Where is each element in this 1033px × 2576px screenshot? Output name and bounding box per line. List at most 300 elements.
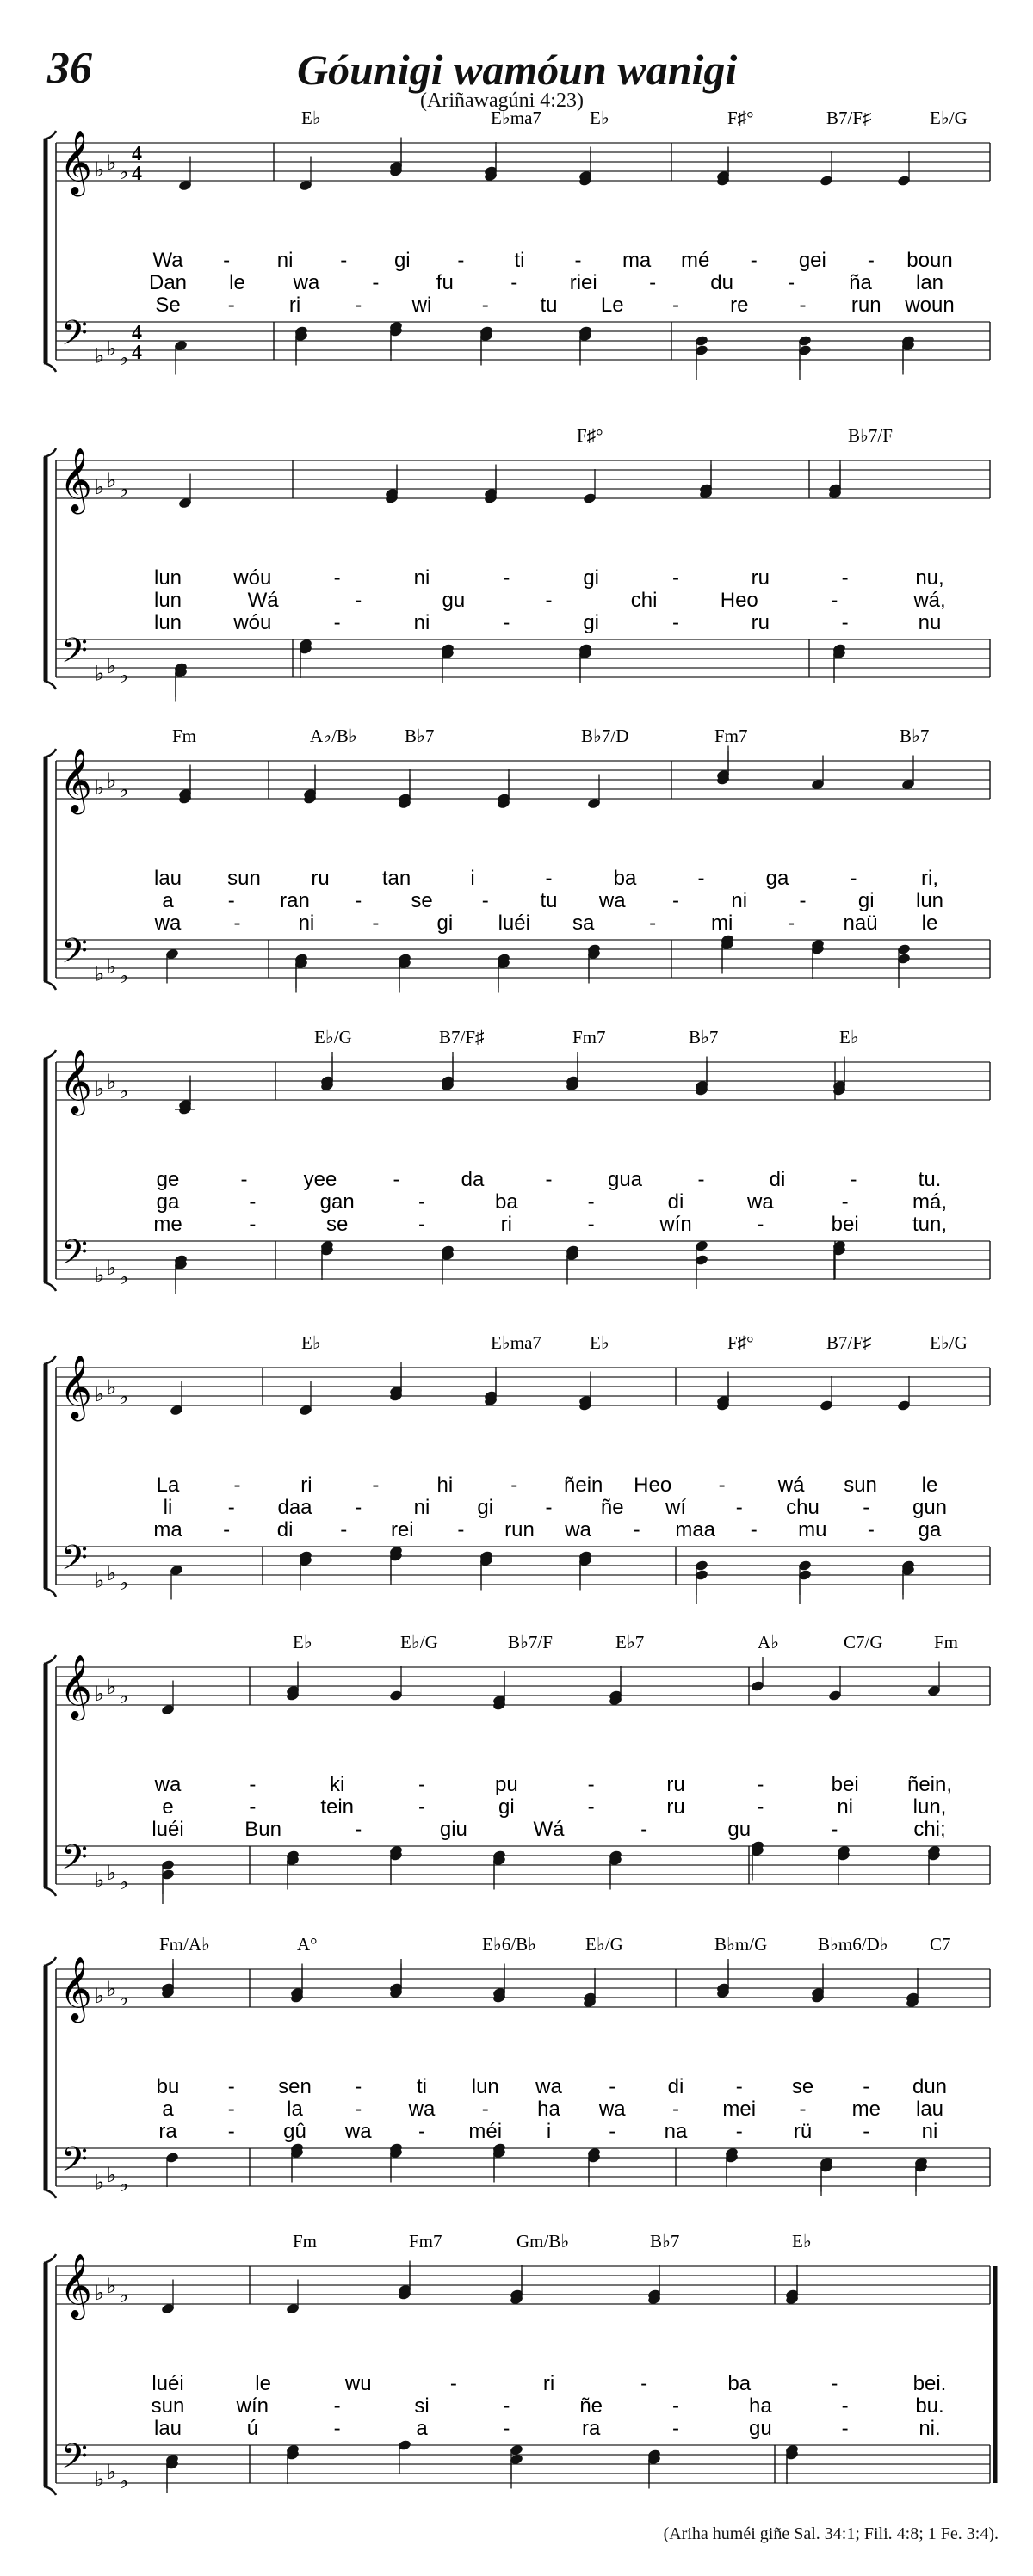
lyric-syllable: pu <box>494 1773 518 1796</box>
lyric-hyphen: - <box>333 2417 341 2440</box>
lyric-hyphen: - <box>788 911 795 935</box>
lyric-syllable: se <box>411 889 433 912</box>
treble-time-signature-bottom: 4 <box>132 163 142 185</box>
chord-symbol: Fm <box>934 1632 959 1652</box>
lyric-hyphen: - <box>355 589 362 612</box>
key-flat-icon: ♭ <box>95 343 105 368</box>
chord-symbol: E♭ma7 <box>491 108 541 128</box>
lyric-syllable: gu <box>442 589 466 612</box>
chord-symbol: E♭ <box>301 1332 321 1353</box>
lyric-syllable: tu <box>540 293 558 317</box>
key-flat-icon: ♭ <box>95 1984 105 2008</box>
lyric-syllable: daa <box>277 1496 312 1519</box>
key-flat-icon: ♭ <box>95 1382 105 1406</box>
lyric-syllable: bei <box>831 1213 859 1236</box>
lyric-hyphen: - <box>545 589 553 612</box>
key-flat-icon: ♭ <box>119 1265 129 1289</box>
lyric-hyphen: - <box>340 1518 348 1541</box>
lyric-syllable: i <box>470 867 475 890</box>
lyric-syllable: ra <box>158 2120 177 2143</box>
lyric-syllable: gi <box>583 566 600 590</box>
lyric-syllable: ran <box>280 889 310 912</box>
key-flat-icon: ♭ <box>107 1861 117 1885</box>
lyric-syllable: Wá <box>533 1818 565 1841</box>
lyric-hyphen: - <box>841 1190 849 1214</box>
lyric-hyphen: - <box>510 271 518 294</box>
lyric-syllable: gu <box>748 2417 772 2440</box>
key-flat-icon: ♭ <box>95 158 105 182</box>
lyric-hyphen: - <box>227 2120 235 2143</box>
lyric-hyphen: - <box>510 1473 518 1497</box>
lyric-syllable: wa <box>535 2075 562 2098</box>
chord-symbol: E♭/G <box>930 1332 968 1353</box>
lyric-hyphen: - <box>672 293 679 317</box>
lyric-syllable: lun <box>153 566 182 590</box>
lyric-syllable: ba <box>494 1190 518 1214</box>
lyric-syllable: méi <box>468 2120 503 2143</box>
chord-symbol: E♭ <box>792 2231 812 2252</box>
key-flat-icon: ♭ <box>107 1976 117 2001</box>
lyric-syllable: lan <box>915 271 944 294</box>
bracket-hook-bottom <box>44 2190 56 2198</box>
lyric-hyphen: - <box>863 2075 870 2098</box>
lyric-syllable: bu <box>156 2075 180 2098</box>
lyric-syllable: run <box>851 293 881 317</box>
chord-symbol: B♭7/F <box>848 425 893 446</box>
chord-symbol: E♭/G <box>930 108 968 128</box>
chord-symbol: E♭/G <box>314 1027 352 1047</box>
lyric-hyphen: - <box>850 1168 857 1191</box>
key-flat-icon: ♭ <box>107 768 117 793</box>
chord-symbol: B♭7 <box>405 726 435 746</box>
lyric-syllable: nu, <box>915 566 944 590</box>
lyric-syllable: ru <box>751 566 770 590</box>
chord-symbol: F♯° <box>727 108 754 128</box>
key-flat-icon: ♭ <box>119 1571 129 1595</box>
key-flat-icon: ♭ <box>107 1069 117 1094</box>
lyric-hyphen: - <box>735 1496 743 1519</box>
lyric-syllable: ki <box>329 1773 345 1796</box>
lyric-hyphen: - <box>609 2075 616 2098</box>
lyric-syllable: re <box>730 293 749 317</box>
lyric-syllable: wa <box>154 911 182 935</box>
chord-symbol: Gm/B♭ <box>516 2231 570 2252</box>
bracket-hook-bottom <box>44 681 56 689</box>
lyric-hyphen: - <box>649 271 657 294</box>
treble-clef-icon: 𝄞 <box>59 749 92 812</box>
bracket-hook-bottom <box>44 1887 56 1896</box>
bracket-hook-bottom <box>44 1282 56 1291</box>
lyric-syllable: ha <box>748 2394 772 2418</box>
lyric-hyphen: - <box>574 249 582 272</box>
lyric-syllable: bu. <box>915 2394 944 2418</box>
lyric-hyphen: - <box>831 589 838 612</box>
lyric-syllable: Heo <box>634 1473 672 1497</box>
lyric-hyphen: - <box>587 1213 595 1236</box>
lyric-syllable: sen <box>278 2075 312 2098</box>
chord-symbol: B♭m6/D♭ <box>818 1934 888 1955</box>
lyric-hyphen: - <box>503 2394 510 2418</box>
lyric-syllable: mé <box>681 249 710 272</box>
lyric-syllable: gi <box>498 1795 515 1819</box>
lyric-syllable: gan <box>319 1190 355 1214</box>
lyric-hyphen: - <box>481 889 489 912</box>
key-flat-icon: ♭ <box>119 2469 129 2493</box>
key-flat-icon: ♭ <box>119 1384 129 1409</box>
bass-clef-icon: 𝄢 <box>61 1538 88 1586</box>
lyric-syllable: riei <box>569 271 597 294</box>
key-flat-icon: ♭ <box>119 2283 129 2307</box>
chord-symbol: F♯° <box>727 1332 754 1353</box>
lyric-syllable: wa <box>746 1190 774 1214</box>
lyric-syllable: tun, <box>912 1213 948 1236</box>
key-flat-icon: ♭ <box>107 2273 117 2298</box>
key-flat-icon: ♭ <box>107 1374 117 1399</box>
key-flat-icon: ♭ <box>119 664 129 688</box>
key-flat-icon: ♭ <box>95 475 105 499</box>
lyric-syllable: wa <box>408 2097 436 2121</box>
key-flat-icon: ♭ <box>95 1568 105 1593</box>
lyric-hyphen: - <box>503 566 510 590</box>
lyric-hyphen: - <box>249 1773 257 1796</box>
lyric-syllable: chu <box>786 1496 820 1519</box>
chord-symbol: B7/F♯ <box>439 1027 485 1047</box>
lyric-hyphen: - <box>863 2120 870 2143</box>
bracket-hook-top <box>44 2254 56 2263</box>
lyric-syllable: wa <box>565 1518 591 1541</box>
lyric-hyphen: - <box>457 1518 465 1541</box>
chord-symbol: Fm <box>172 726 197 746</box>
key-flat-icon: ♭ <box>107 2163 117 2187</box>
key-flat-icon: ♭ <box>107 1674 117 1699</box>
lyric-syllable: tu <box>540 889 558 912</box>
lyric-hyphen: - <box>372 1473 380 1497</box>
lyric-syllable: wí <box>665 1496 686 1519</box>
lyric-hyphen: - <box>372 271 380 294</box>
chord-symbol: A♭/B♭ <box>310 726 357 746</box>
footnote-references: (Ariha huméi giñe Sal. 34:1; Fili. 4:8; 1 Fe. 3:4). <box>663 2524 999 2543</box>
lyric-hyphen: - <box>418 1213 425 1236</box>
lyric-syllable: lun <box>153 589 182 612</box>
lyric-syllable: ñein, <box>906 1773 953 1796</box>
key-flat-icon: ♭ <box>107 467 117 492</box>
lyric-hyphen: - <box>449 2372 457 2395</box>
lyric-syllable: wá <box>777 1473 805 1497</box>
lyric-syllable: Heo <box>720 589 758 612</box>
lyric-syllable: gi <box>436 911 454 935</box>
lyric-hyphen: - <box>672 611 679 634</box>
key-flat-icon: ♭ <box>107 954 117 979</box>
lyric-hyphen: - <box>863 1496 870 1519</box>
key-flat-icon: ♭ <box>95 2467 105 2492</box>
lyric-hyphen: - <box>609 2120 616 2143</box>
key-flat-icon: ♭ <box>119 477 129 502</box>
bracket-hook-bottom <box>44 1588 56 1597</box>
lyric-hyphen: - <box>640 1818 648 1841</box>
bracket-hook-bottom <box>44 2486 56 2495</box>
treble-time-signature-top: 4 <box>132 143 142 165</box>
bracket-hook-top <box>44 1655 56 1664</box>
bass-clef-icon: 𝄢 <box>61 2437 88 2485</box>
lyric-hyphen: - <box>750 249 758 272</box>
lyric-syllable: rü <box>793 2120 813 2143</box>
lyric-syllable: hi <box>436 1473 454 1497</box>
lyric-syllable: ñein <box>564 1473 603 1497</box>
key-flat-icon: ♭ <box>119 777 129 802</box>
bass-clef-icon: 𝄢 <box>61 313 88 361</box>
treble-clef-icon: 𝄞 <box>59 2254 92 2318</box>
lyric-syllable: yee <box>303 1168 337 1191</box>
lyric-syllable: lun <box>153 611 182 634</box>
lyric-syllable: ba <box>727 2372 752 2395</box>
lyric-syllable: luéi <box>498 911 530 935</box>
key-flat-icon: ♭ <box>107 1256 117 1280</box>
lyric-syllable: ña <box>849 271 872 294</box>
lyric-syllable: wa <box>598 2097 626 2121</box>
lyric-syllable: run <box>504 1518 535 1541</box>
lyric-hyphen: - <box>481 293 489 317</box>
lyric-syllable: fu <box>436 271 454 294</box>
chord-symbol: Fm7 <box>714 726 748 746</box>
lyric-syllable: mi <box>710 911 733 935</box>
treble-clef-icon: 𝄞 <box>59 1356 92 1419</box>
lyric-syllable: ga <box>918 1518 942 1541</box>
lyric-hyphen: - <box>831 2372 838 2395</box>
lyric-syllable: ni <box>276 249 294 272</box>
lyric-syllable: me <box>153 1213 182 1236</box>
key-flat-icon: ♭ <box>95 775 105 800</box>
lyric-syllable: mei <box>722 2097 757 2121</box>
bracket-hook-bottom <box>44 363 56 372</box>
bass-clef-icon: 𝄢 <box>61 931 88 979</box>
bracket-hook-top <box>44 1957 56 1966</box>
lyric-syllable: wóu <box>233 566 272 590</box>
bass-time-signature-top: 4 <box>132 322 142 344</box>
lyric-hyphen: - <box>757 1795 764 1819</box>
bracket-hook-top <box>44 1050 56 1059</box>
lyric-syllable: tu. <box>918 1168 942 1191</box>
treble-clef-icon: 𝄞 <box>59 1050 92 1114</box>
lyric-hyphen: - <box>249 1190 257 1214</box>
key-flat-icon: ♭ <box>119 2172 129 2196</box>
lyric-hyphen: - <box>240 1168 248 1191</box>
lyric-syllable: wa <box>598 889 626 912</box>
key-flat-icon: ♭ <box>107 654 117 678</box>
treble-clef-icon: 𝄞 <box>59 1957 92 2021</box>
lyric-hyphen: - <box>697 1168 705 1191</box>
lyric-syllable: wu <box>344 2372 372 2395</box>
chord-symbol: Fm7 <box>572 1027 606 1047</box>
lyric-syllable: Wa <box>152 249 183 272</box>
lyric-syllable: ru <box>666 1773 685 1796</box>
lyric-syllable: ri <box>300 1473 312 1497</box>
lyric-syllable: gu <box>727 1818 752 1841</box>
lyric-hyphen: - <box>233 1473 241 1497</box>
lyric-hyphen: - <box>587 1190 595 1214</box>
lyric-syllable: ga <box>765 867 789 890</box>
lyric-hyphen: - <box>841 2417 849 2440</box>
lyric-syllable: ni <box>921 2120 938 2143</box>
lyric-syllable: Se <box>155 293 181 317</box>
lyric-syllable: a <box>162 889 174 912</box>
lyric-syllable: lun <box>915 889 944 912</box>
lyric-hyphen: - <box>640 2372 648 2395</box>
lyric-hyphen: - <box>757 1213 764 1236</box>
lyric-hyphen: - <box>735 2120 743 2143</box>
chord-symbol: A♭ <box>758 1632 780 1652</box>
lyric-hyphen: - <box>672 889 679 912</box>
lyric-syllable: se <box>791 2075 814 2098</box>
lyric-syllable: le <box>255 2372 271 2395</box>
lyric-syllable: gi <box>583 611 600 634</box>
lyric-hyphen: - <box>340 249 348 272</box>
lyric-hyphen: - <box>799 293 807 317</box>
lyric-syllable: ru <box>666 1795 685 1819</box>
lyric-hyphen: - <box>355 889 362 912</box>
key-flat-icon: ♭ <box>119 159 129 184</box>
lyric-syllable: lau <box>153 867 182 890</box>
lyric-syllable: lun <box>471 2075 499 2098</box>
lyric-syllable: rei <box>390 1518 414 1541</box>
lyric-syllable: gi <box>393 249 411 272</box>
key-flat-icon: ♭ <box>119 1683 129 1708</box>
lyric-hyphen: - <box>850 867 857 890</box>
lyric-syllable: lun, <box>912 1795 947 1819</box>
lyric-syllable: chi; <box>913 1818 946 1841</box>
lyric-syllable: sun <box>151 2394 185 2418</box>
key-flat-icon: ♭ <box>95 1868 105 1893</box>
lyric-hyphen: - <box>418 1795 425 1819</box>
lyric-hyphen: - <box>333 566 341 590</box>
bracket-hook-bottom <box>44 981 56 990</box>
bass-clef-icon: 𝄢 <box>61 631 88 679</box>
lyric-hyphen: - <box>481 2097 489 2121</box>
lyric-syllable: ni <box>298 911 315 935</box>
treble-clef-icon: 𝄞 <box>59 131 92 195</box>
key-flat-icon: ♭ <box>95 1077 105 1101</box>
key-flat-icon: ♭ <box>107 2460 117 2484</box>
chord-symbol: B♭m/G <box>714 1934 768 1955</box>
key-flat-icon: ♭ <box>119 964 129 988</box>
key-flat-icon: ♭ <box>119 1870 129 1894</box>
lyric-syllable: ru <box>751 611 770 634</box>
lyric-syllable: ri <box>542 2372 555 2395</box>
lyric-syllable: si <box>414 2394 430 2418</box>
lyric-hyphen: - <box>545 867 553 890</box>
lyric-hyphen: - <box>697 867 705 890</box>
chord-symbol: Fm <box>293 2231 318 2252</box>
key-flat-icon: ♭ <box>95 1682 105 1706</box>
lyric-syllable: ni <box>731 889 748 912</box>
lyric-syllable: wóu <box>233 611 272 634</box>
chord-symbol: C7 <box>930 1934 951 1955</box>
lyric-syllable: e <box>162 1795 174 1819</box>
lyric-syllable: ni <box>413 566 430 590</box>
lyric-syllable: gi <box>857 889 875 912</box>
bracket-hook-top <box>44 131 56 139</box>
lyric-syllable: di <box>667 2075 684 2098</box>
lyric-syllable: ti <box>417 2075 427 2098</box>
lyric-syllable: tein <box>320 1795 355 1819</box>
lyric-hyphen: - <box>841 611 849 634</box>
lyric-syllable: sun <box>227 867 261 890</box>
lyric-hyphen: - <box>227 293 235 317</box>
lyric-syllable: a <box>416 2417 428 2440</box>
bass-time-signature-bottom: 4 <box>132 342 142 364</box>
chord-symbol: E♭ <box>293 1632 312 1652</box>
lyric-syllable: giu <box>439 1818 467 1841</box>
lyric-hyphen: - <box>355 1818 362 1841</box>
chord-symbol: E♭/G <box>585 1934 623 1955</box>
lyric-syllable: nu <box>918 611 942 634</box>
lyric-hyphen: - <box>718 1473 726 1497</box>
lyric-syllable: dun <box>912 2075 948 2098</box>
lyric-syllable: ni <box>413 1496 430 1519</box>
chord-symbol: F♯° <box>577 425 603 446</box>
lyric-hyphen: - <box>249 1795 257 1819</box>
lyric-syllable: di <box>276 1518 294 1541</box>
key-flat-icon: ♭ <box>95 961 105 986</box>
chord-symbol: B♭7/F <box>508 1632 553 1652</box>
lyric-syllable: di <box>667 1190 684 1214</box>
chord-symbol: Fm7 <box>409 2231 442 2252</box>
lyric-hyphen: - <box>223 249 231 272</box>
lyric-hyphen: - <box>418 1190 425 1214</box>
chord-symbol: E♭ <box>301 108 321 128</box>
lyric-syllable: da <box>461 1168 485 1191</box>
lyric-syllable: woun <box>905 293 955 317</box>
lyric-hyphen: - <box>503 2417 510 2440</box>
lyric-syllable: ha <box>537 2097 560 2121</box>
lyric-syllable: a <box>162 2097 174 2121</box>
lyric-syllable: lau <box>153 2417 182 2440</box>
lyric-hyphen: - <box>223 1518 231 1541</box>
lyric-hyphen: - <box>233 911 241 935</box>
lyric-syllable: ra <box>581 2417 601 2440</box>
lyric-syllable: gei <box>798 249 826 272</box>
lyric-syllable: ñe <box>579 2394 603 2418</box>
lyric-syllable: wa <box>154 1773 182 1796</box>
bass-clef-icon: 𝄢 <box>61 2140 88 2188</box>
lyric-syllable: ga <box>156 1190 180 1214</box>
key-flat-icon: ♭ <box>95 1263 105 1288</box>
lyric-hyphen: - <box>799 889 807 912</box>
key-flat-icon: ♭ <box>119 1986 129 2011</box>
lyric-syllable: boun <box>906 249 953 272</box>
lyric-syllable: wa <box>344 2120 372 2143</box>
chord-symbol: E♭ <box>590 108 609 128</box>
lyric-hyphen: - <box>249 1213 257 1236</box>
key-flat-icon: ♭ <box>107 337 117 361</box>
lyric-syllable: Dan <box>148 271 188 294</box>
lyric-syllable: sun <box>844 1473 877 1497</box>
lyric-syllable: sa <box>572 911 595 935</box>
chord-symbol: E♭ma7 <box>491 1332 541 1353</box>
lyric-hyphen: - <box>503 611 510 634</box>
lyric-hyphen: - <box>587 1773 595 1796</box>
lyric-syllable: li <box>163 1496 173 1519</box>
key-flat-icon: ♭ <box>119 346 129 370</box>
lyric-hyphen: - <box>227 2075 235 2098</box>
lyric-syllable: i <box>546 2120 552 2143</box>
lyric-syllable: ma <box>153 1518 182 1541</box>
lyric-syllable: di <box>769 1168 786 1191</box>
lyric-syllable: maa <box>675 1518 716 1541</box>
lyric-hyphen: - <box>672 2394 679 2418</box>
lyric-syllable: ni. <box>919 2417 941 2440</box>
lyric-syllable: bei <box>831 1773 859 1796</box>
lyric-hyphen: - <box>333 611 341 634</box>
